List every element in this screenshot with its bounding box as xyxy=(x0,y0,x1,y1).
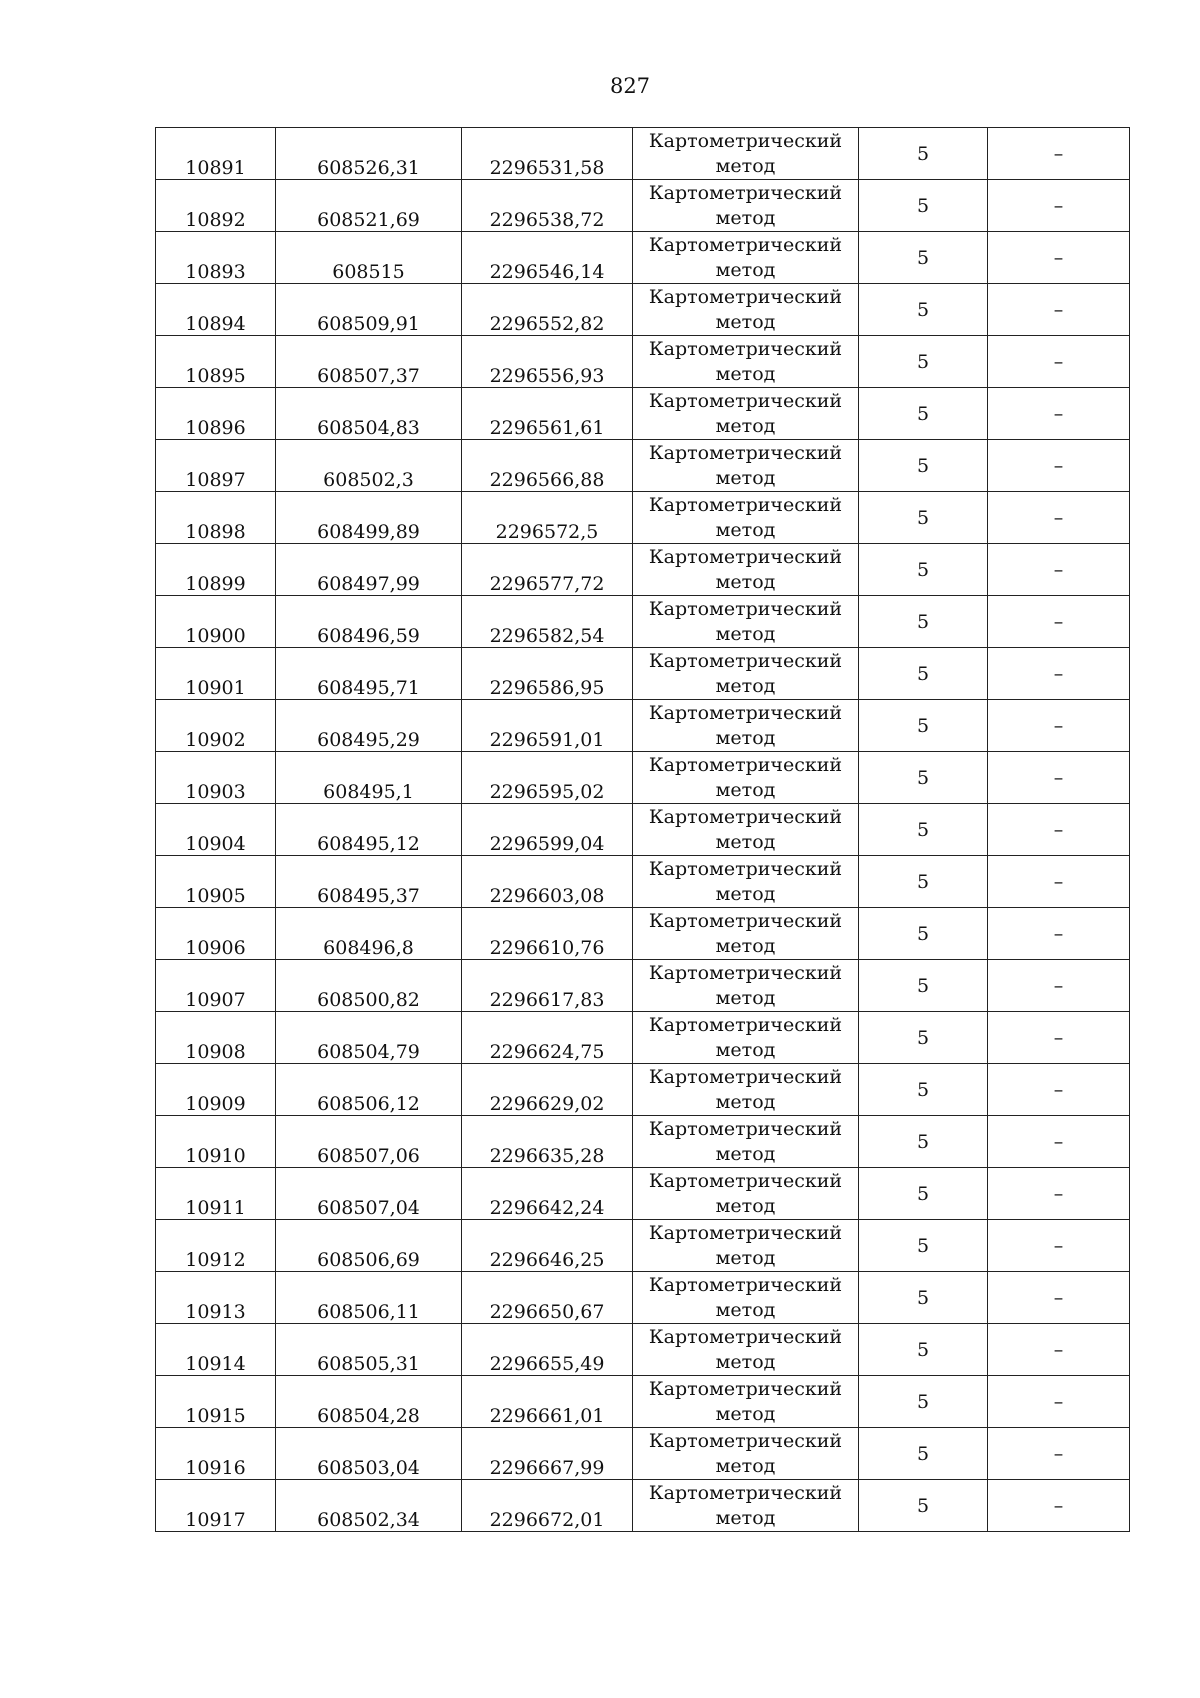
method-line-2: метод xyxy=(715,154,776,177)
y-coordinate-cell: 2296624,75 xyxy=(462,1012,633,1064)
method-line-2: метод xyxy=(715,206,776,229)
method-line-1: Картометрический xyxy=(648,389,843,412)
method-line-2: метод xyxy=(715,1454,776,1477)
note-cell: – xyxy=(988,128,1130,180)
method-line-1: Картометрический xyxy=(648,1273,843,1296)
y-coordinate-cell: 2296655,49 xyxy=(462,1324,633,1376)
method-line-1: Картометрический xyxy=(648,129,843,152)
note-cell: – xyxy=(988,180,1130,232)
method-line-1: Картометрический xyxy=(648,961,843,984)
point-number-cell: 10896 xyxy=(156,388,276,440)
note-cell: – xyxy=(988,908,1130,960)
table-row xyxy=(156,232,1130,284)
y-coordinate-cell: 2296538,72 xyxy=(462,180,633,232)
point-number-cell: 10917 xyxy=(156,1480,276,1532)
accuracy-cell: 5 xyxy=(859,336,988,388)
method-line-2: метод xyxy=(715,1402,776,1425)
accuracy-cell: 5 xyxy=(859,1480,988,1532)
point-number-cell: 10905 xyxy=(156,856,276,908)
y-coordinate-cell: 2296650,67 xyxy=(462,1272,633,1324)
x-coordinate-cell: 608495,12 xyxy=(276,804,462,856)
table-row xyxy=(156,128,1130,180)
point-number-cell: 10908 xyxy=(156,1012,276,1064)
method-cell xyxy=(633,596,859,648)
x-coordinate-cell: 608500,82 xyxy=(276,960,462,1012)
y-coordinate-cell: 2296667,99 xyxy=(462,1428,633,1480)
method-line-2: метод xyxy=(715,466,776,489)
x-coordinate-cell: 608509,91 xyxy=(276,284,462,336)
table-row xyxy=(156,856,1130,908)
accuracy-cell: 5 xyxy=(859,752,988,804)
method-cell xyxy=(633,492,859,544)
point-number-cell: 10904 xyxy=(156,804,276,856)
table-row xyxy=(156,1272,1130,1324)
method-line-1: Картометрический xyxy=(648,1065,843,1088)
y-coordinate-cell: 2296672,01 xyxy=(462,1480,633,1532)
method-line-2: метод xyxy=(715,310,776,333)
table-row xyxy=(156,1220,1130,1272)
method-cell xyxy=(633,1064,859,1116)
point-number-cell: 10907 xyxy=(156,960,276,1012)
x-coordinate-cell: 608506,12 xyxy=(276,1064,462,1116)
table-row xyxy=(156,804,1130,856)
note-cell: – xyxy=(988,388,1130,440)
method-line-2: метод xyxy=(715,934,776,957)
table-row xyxy=(156,388,1130,440)
method-line-2: метод xyxy=(715,726,776,749)
table-row xyxy=(156,1116,1130,1168)
method-cell xyxy=(633,856,859,908)
note-cell: – xyxy=(988,700,1130,752)
method-line-2: метод xyxy=(715,258,776,281)
table-row xyxy=(156,1480,1130,1532)
accuracy-cell: 5 xyxy=(859,1428,988,1480)
method-line-1: Картометрический xyxy=(648,337,843,360)
note-cell: – xyxy=(988,1012,1130,1064)
point-number-cell: 10916 xyxy=(156,1428,276,1480)
point-number-cell: 10901 xyxy=(156,648,276,700)
table-row xyxy=(156,1168,1130,1220)
method-line-2: метод xyxy=(715,1090,776,1113)
method-line-2: метод xyxy=(715,1194,776,1217)
method-cell xyxy=(633,1116,859,1168)
method-line-1: Картометрический xyxy=(648,649,843,672)
method-line-1: Картометрический xyxy=(648,1429,843,1452)
table-row xyxy=(156,960,1130,1012)
point-number-cell: 10899 xyxy=(156,544,276,596)
y-coordinate-cell: 2296646,25 xyxy=(462,1220,633,1272)
accuracy-cell: 5 xyxy=(859,440,988,492)
x-coordinate-cell: 608504,83 xyxy=(276,388,462,440)
method-line-1: Картометрический xyxy=(648,597,843,620)
table-row xyxy=(156,440,1130,492)
y-coordinate-cell: 2296577,72 xyxy=(462,544,633,596)
table-row xyxy=(156,648,1130,700)
coordinates-table-body xyxy=(156,128,1130,1532)
method-line-1: Картометрический xyxy=(648,233,843,256)
method-line-2: метод xyxy=(715,830,776,853)
note-cell: – xyxy=(988,1272,1130,1324)
point-number-cell: 10897 xyxy=(156,440,276,492)
note-cell: – xyxy=(988,1376,1130,1428)
table-row xyxy=(156,752,1130,804)
accuracy-cell: 5 xyxy=(859,180,988,232)
y-coordinate-cell: 2296635,28 xyxy=(462,1116,633,1168)
y-coordinate-cell: 2296561,61 xyxy=(462,388,633,440)
y-coordinate-cell: 2296661,01 xyxy=(462,1376,633,1428)
method-line-2: метод xyxy=(715,1246,776,1269)
table-row xyxy=(156,908,1130,960)
note-cell: – xyxy=(988,492,1130,544)
x-coordinate-cell: 608495,71 xyxy=(276,648,462,700)
accuracy-cell: 5 xyxy=(859,1272,988,1324)
y-coordinate-cell: 2296546,14 xyxy=(462,232,633,284)
y-coordinate-cell: 2296582,54 xyxy=(462,596,633,648)
note-cell: – xyxy=(988,232,1130,284)
table-row xyxy=(156,1376,1130,1428)
method-cell xyxy=(633,908,859,960)
note-cell: – xyxy=(988,960,1130,1012)
accuracy-cell: 5 xyxy=(859,544,988,596)
method-cell xyxy=(633,128,859,180)
method-line-2: метод xyxy=(715,622,776,645)
method-line-1: Картометрический xyxy=(648,1325,843,1348)
accuracy-cell: 5 xyxy=(859,1116,988,1168)
x-coordinate-cell: 608502,34 xyxy=(276,1480,462,1532)
table-row xyxy=(156,1428,1130,1480)
method-cell xyxy=(633,700,859,752)
page-number: 827 xyxy=(609,74,651,98)
method-cell xyxy=(633,1272,859,1324)
accuracy-cell: 5 xyxy=(859,128,988,180)
method-cell xyxy=(633,804,859,856)
method-line-1: Картометрический xyxy=(648,1013,843,1036)
note-cell: – xyxy=(988,544,1130,596)
note-cell: – xyxy=(988,440,1130,492)
method-line-1: Картометрический xyxy=(648,1221,843,1244)
y-coordinate-cell: 2296595,02 xyxy=(462,752,633,804)
method-cell xyxy=(633,960,859,1012)
x-coordinate-cell: 608506,69 xyxy=(276,1220,462,1272)
note-cell: – xyxy=(988,648,1130,700)
y-coordinate-cell: 2296617,83 xyxy=(462,960,633,1012)
method-line-2: метод xyxy=(715,778,776,801)
note-cell: – xyxy=(988,856,1130,908)
x-coordinate-cell: 608499,89 xyxy=(276,492,462,544)
accuracy-cell: 5 xyxy=(859,1324,988,1376)
method-cell xyxy=(633,1376,859,1428)
accuracy-cell: 5 xyxy=(859,1168,988,1220)
y-coordinate-cell: 2296610,76 xyxy=(462,908,633,960)
accuracy-cell: 5 xyxy=(859,232,988,284)
method-cell xyxy=(633,284,859,336)
method-line-1: Картометрический xyxy=(648,1169,843,1192)
method-line-1: Картометрический xyxy=(648,493,843,516)
table-row xyxy=(156,284,1130,336)
accuracy-cell: 5 xyxy=(859,700,988,752)
y-coordinate-cell: 2296591,01 xyxy=(462,700,633,752)
note-cell: – xyxy=(988,752,1130,804)
point-number-cell: 10906 xyxy=(156,908,276,960)
method-cell xyxy=(633,648,859,700)
coordinates-table xyxy=(155,127,1130,1532)
method-cell xyxy=(633,440,859,492)
x-coordinate-cell: 608497,99 xyxy=(276,544,462,596)
table-row xyxy=(156,1012,1130,1064)
x-coordinate-cell: 608507,04 xyxy=(276,1168,462,1220)
method-line-2: метод xyxy=(715,414,776,437)
method-cell xyxy=(633,388,859,440)
method-cell xyxy=(633,336,859,388)
table-row xyxy=(156,492,1130,544)
method-line-2: метод xyxy=(715,1350,776,1373)
method-line-2: метод xyxy=(715,1298,776,1321)
method-line-1: Картометрический xyxy=(648,1117,843,1140)
x-coordinate-cell: 608495,29 xyxy=(276,700,462,752)
y-coordinate-cell: 2296566,88 xyxy=(462,440,633,492)
method-cell xyxy=(633,544,859,596)
method-line-1: Картометрический xyxy=(648,753,843,776)
table-row xyxy=(156,336,1130,388)
point-number-cell: 10900 xyxy=(156,596,276,648)
point-number-cell: 10902 xyxy=(156,700,276,752)
method-line-1: Картометрический xyxy=(648,1481,843,1504)
note-cell: – xyxy=(988,336,1130,388)
note-cell: – xyxy=(988,596,1130,648)
point-number-cell: 10894 xyxy=(156,284,276,336)
note-cell: – xyxy=(988,1428,1130,1480)
accuracy-cell: 5 xyxy=(859,1064,988,1116)
table-row xyxy=(156,180,1130,232)
x-coordinate-cell: 608504,28 xyxy=(276,1376,462,1428)
y-coordinate-cell: 2296552,82 xyxy=(462,284,633,336)
accuracy-cell: 5 xyxy=(859,804,988,856)
y-coordinate-cell: 2296572,5 xyxy=(462,492,633,544)
point-number-cell: 10909 xyxy=(156,1064,276,1116)
note-cell: – xyxy=(988,1168,1130,1220)
accuracy-cell: 5 xyxy=(859,388,988,440)
note-cell: – xyxy=(988,1116,1130,1168)
accuracy-cell: 5 xyxy=(859,1220,988,1272)
point-number-cell: 10912 xyxy=(156,1220,276,1272)
y-coordinate-cell: 2296556,93 xyxy=(462,336,633,388)
x-coordinate-cell: 608521,69 xyxy=(276,180,462,232)
method-line-1: Картометрический xyxy=(648,701,843,724)
accuracy-cell: 5 xyxy=(859,648,988,700)
point-number-cell: 10891 xyxy=(156,128,276,180)
method-line-1: Картометрический xyxy=(648,545,843,568)
method-cell xyxy=(633,232,859,284)
x-coordinate-cell: 608515 xyxy=(276,232,462,284)
method-line-1: Картометрический xyxy=(648,909,843,932)
method-line-2: метод xyxy=(715,518,776,541)
x-coordinate-cell: 608504,79 xyxy=(276,1012,462,1064)
method-cell xyxy=(633,1168,859,1220)
table-row xyxy=(156,1324,1130,1376)
method-line-1: Картометрический xyxy=(648,441,843,464)
point-number-cell: 10903 xyxy=(156,752,276,804)
x-coordinate-cell: 608507,06 xyxy=(276,1116,462,1168)
x-coordinate-cell: 608496,59 xyxy=(276,596,462,648)
method-line-2: метод xyxy=(715,1506,776,1529)
x-coordinate-cell: 608495,37 xyxy=(276,856,462,908)
y-coordinate-cell: 2296603,08 xyxy=(462,856,633,908)
point-number-cell: 10892 xyxy=(156,180,276,232)
x-coordinate-cell: 608496,8 xyxy=(276,908,462,960)
method-line-2: метод xyxy=(715,882,776,905)
x-coordinate-cell: 608526,31 xyxy=(276,128,462,180)
y-coordinate-cell: 2296599,04 xyxy=(462,804,633,856)
method-line-2: метод xyxy=(715,570,776,593)
accuracy-cell: 5 xyxy=(859,284,988,336)
point-number-cell: 10893 xyxy=(156,232,276,284)
table-row xyxy=(156,544,1130,596)
accuracy-cell: 5 xyxy=(859,596,988,648)
method-cell xyxy=(633,752,859,804)
note-cell: – xyxy=(988,1220,1130,1272)
table-row xyxy=(156,596,1130,648)
method-cell xyxy=(633,1324,859,1376)
table-row xyxy=(156,1064,1130,1116)
accuracy-cell: 5 xyxy=(859,492,988,544)
y-coordinate-cell: 2296586,95 xyxy=(462,648,633,700)
method-cell xyxy=(633,1012,859,1064)
point-number-cell: 10914 xyxy=(156,1324,276,1376)
accuracy-cell: 5 xyxy=(859,1012,988,1064)
x-coordinate-cell: 608506,11 xyxy=(276,1272,462,1324)
note-cell: – xyxy=(988,1324,1130,1376)
y-coordinate-cell: 2296531,58 xyxy=(462,128,633,180)
method-line-2: метод xyxy=(715,986,776,1009)
method-line-1: Картометрический xyxy=(648,857,843,880)
point-number-cell: 10913 xyxy=(156,1272,276,1324)
y-coordinate-cell: 2296642,24 xyxy=(462,1168,633,1220)
accuracy-cell: 5 xyxy=(859,960,988,1012)
point-number-cell: 10911 xyxy=(156,1168,276,1220)
note-cell: – xyxy=(988,1480,1130,1532)
note-cell: – xyxy=(988,284,1130,336)
accuracy-cell: 5 xyxy=(859,1376,988,1428)
method-line-2: метод xyxy=(715,1142,776,1165)
point-number-cell: 10898 xyxy=(156,492,276,544)
point-number-cell: 10910 xyxy=(156,1116,276,1168)
method-cell xyxy=(633,1428,859,1480)
method-line-1: Картометрический xyxy=(648,285,843,308)
x-coordinate-cell: 608505,31 xyxy=(276,1324,462,1376)
table-row xyxy=(156,700,1130,752)
method-line-2: метод xyxy=(715,674,776,697)
method-line-1: Картометрический xyxy=(648,181,843,204)
method-line-2: метод xyxy=(715,362,776,385)
point-number-cell: 10895 xyxy=(156,336,276,388)
method-cell xyxy=(633,1220,859,1272)
y-coordinate-cell: 2296629,02 xyxy=(462,1064,633,1116)
method-line-1: Картометрический xyxy=(648,1377,843,1400)
method-line-2: метод xyxy=(715,1038,776,1061)
method-cell xyxy=(633,1480,859,1532)
x-coordinate-cell: 608503,04 xyxy=(276,1428,462,1480)
accuracy-cell: 5 xyxy=(859,908,988,960)
accuracy-cell: 5 xyxy=(859,856,988,908)
x-coordinate-cell: 608495,1 xyxy=(276,752,462,804)
method-cell xyxy=(633,180,859,232)
note-cell: – xyxy=(988,1064,1130,1116)
x-coordinate-cell: 608507,37 xyxy=(276,336,462,388)
x-coordinate-cell: 608502,3 xyxy=(276,440,462,492)
note-cell: – xyxy=(988,804,1130,856)
method-line-1: Картометрический xyxy=(648,805,843,828)
point-number-cell: 10915 xyxy=(156,1376,276,1428)
